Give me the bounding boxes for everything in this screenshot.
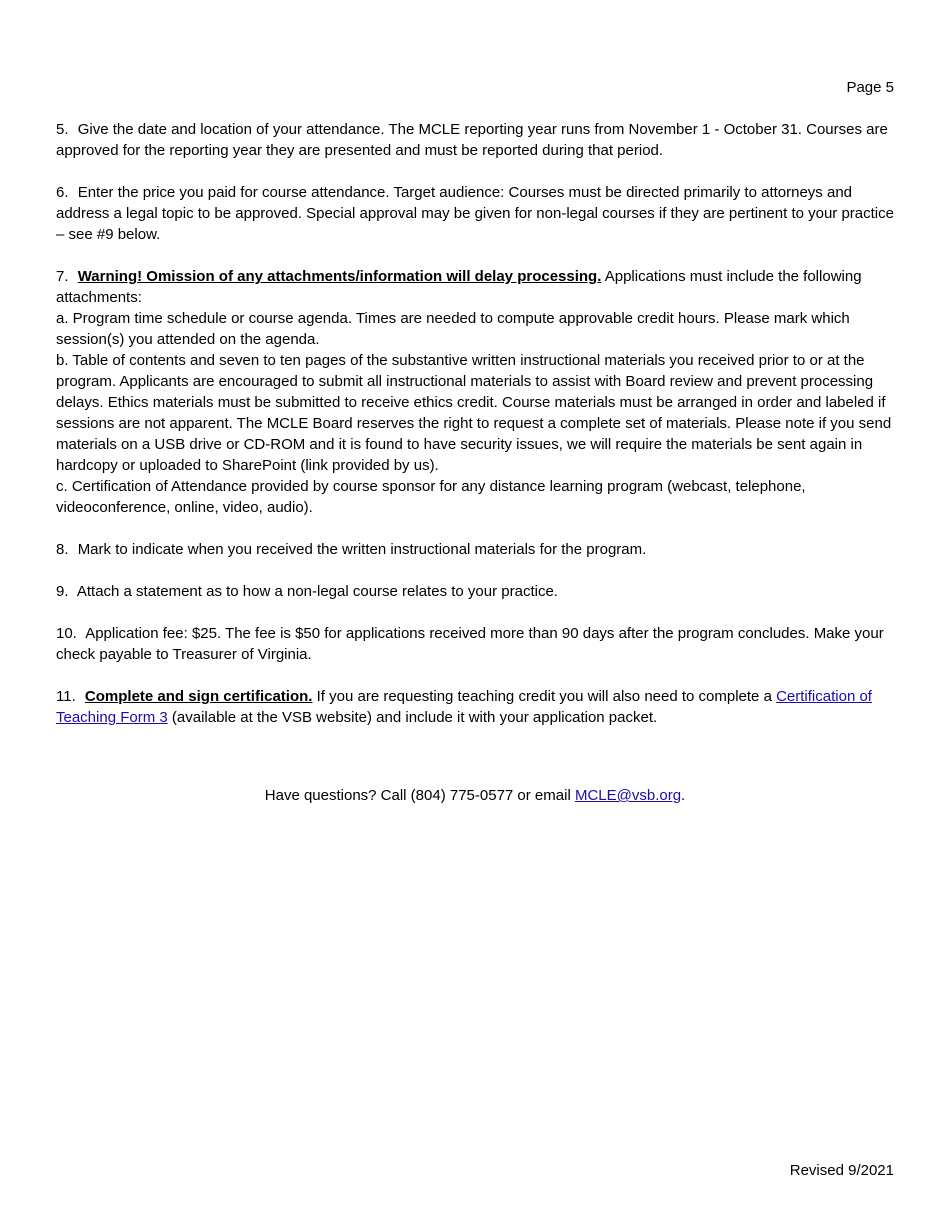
instructions-body — [56, 119, 896, 749]
email-link[interactable]: MCLE@vsb.org — [574, 787, 682, 804]
instruction-item-11 — [56, 686, 896, 728]
instruction-item-6 — [56, 182, 896, 245]
item-number: 10. — [56, 625, 77, 642]
certification-of-teaching-link[interactable]: Certification of Teaching Form 3 — [56, 688, 872, 726]
warning-text: Warning! Omission of any attachments/information will delay processing. — [77, 268, 602, 285]
revision-date: Revised 9/2021 — [789, 1162, 894, 1179]
item-text: Enter the price you paid for course attendance. Target audience: Courses must be directed primarily to attorneys and address a legal topic to be approved. Special approval may be given for non-legal courses if they are pertinent to your practice – see #9 below. — [56, 184, 894, 243]
item-7-sub-c: c. Certification of Attendance provided by course sponsor for any distance learning program (webcast, telephone, videoconference, online, video, audio). — [56, 478, 806, 516]
instruction-item-5 — [56, 119, 896, 161]
item-number: 5. — [56, 121, 69, 138]
item-text: Applications must include the following attachments: — [56, 268, 862, 306]
page-number: Page 5 — [846, 79, 894, 96]
item-number: 6. — [56, 184, 69, 201]
item-text: Attach a statement as to how a non-legal course relates to your practice. — [76, 583, 558, 600]
certification-heading: Complete and sign certification. — [84, 688, 313, 705]
item-text: If you are requesting teaching credit you will also need to complete a — [316, 688, 772, 705]
item-text: Application fee: $25. The fee is $50 for applications received more than 90 days after the program concludes. Make your check payable to Treasurer of Virginia. — [56, 625, 884, 663]
item-number: 8. — [56, 541, 69, 558]
instruction-item-10 — [56, 623, 896, 665]
item-7-sub-b: b. Table of contents and seven to ten pages of the substantive written instructional materials you received prior to or at the program. Applicants are encouraged to submit all instructional materials to assist with Board review and prevent processing delays. Ethics materials must be submitted to receive ethics credit. Course materials must be arranged in order and labeled if sessions are not apparent. The MCLE Board reserves the right to request a complete set of materials. Please note if you send materials on a USB drive or CD-ROM and it is found to have security issues, we will require the materials be sent again in hardcopy or uploaded to SharePoint (link provided by us). — [56, 352, 892, 474]
item-text: Give the date and location of your attendance. The MCLE reporting year runs from November 1 - October 31. Courses are approved for the reporting year they are presented and must be reported during that period. — [56, 121, 888, 159]
item-number: 11. — [56, 688, 76, 705]
item-text: Mark to indicate when you received the written instructional materials for the program. — [77, 541, 647, 558]
contact-period: . — [681, 787, 686, 804]
item-number: 9. — [56, 583, 69, 600]
item-text-after-link: (available at the VSB website) and include it with your application packet. — [171, 709, 658, 726]
item-7-sub-a: a. Program time schedule or course agenda. Times are needed to compute approvable credit hours. Please mark which session(s) you attended on the agenda. — [56, 310, 850, 348]
instruction-item-8 — [56, 539, 896, 560]
instruction-item-7 — [56, 266, 896, 308]
contact-text: Have questions? Call (804) 775-0577 or email — [264, 787, 571, 804]
item-number: 7. — [56, 268, 69, 285]
contact-line — [0, 785, 950, 806]
instruction-item-9 — [56, 581, 896, 602]
